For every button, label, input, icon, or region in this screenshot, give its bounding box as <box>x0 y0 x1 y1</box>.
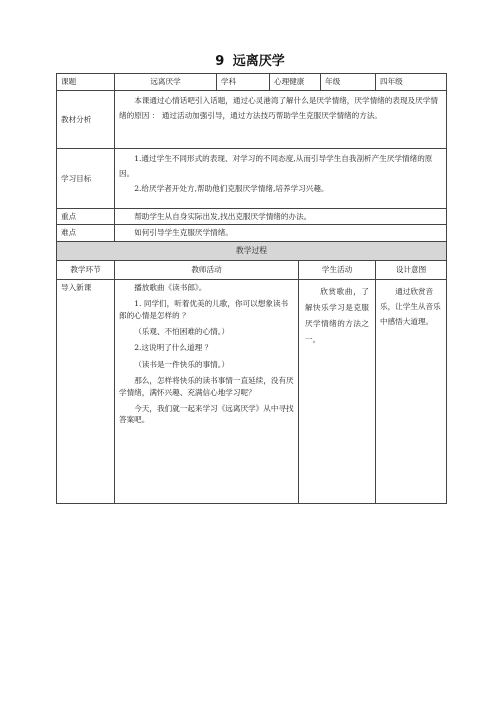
info-row <box>57 74 447 91</box>
objectives-row <box>57 149 447 209</box>
teacher-line: （乐观、不怕困难的心情。） <box>134 326 230 336</box>
topic-value: 远离厌学 <box>115 74 217 91</box>
lesson-number: 9 <box>215 54 225 69</box>
process-columns-row <box>57 260 447 279</box>
teacher-line: 播放歌曲《读书郎》。 <box>134 282 207 292</box>
page-title <box>0 50 500 69</box>
teacher-line: 1. 同学们，听着优美的儿歌，你可以想象读书郎的心情是怎样的 ？ <box>119 299 289 320</box>
teacher-line: 2.这说明了什么道理 ？ <box>134 343 213 353</box>
key-point-row <box>57 209 447 225</box>
student-activity <box>299 279 376 503</box>
stage-cell: 导入新课 <box>57 279 115 503</box>
subject-label: 学科 <box>217 74 270 91</box>
student-text: 欣赏歌曲，了解快乐学习是克服厌学情绪的方法之一。 <box>305 286 369 344</box>
topic-label: 课题 <box>57 74 115 91</box>
analysis-label: 教材分析 <box>57 91 115 149</box>
process-row <box>57 279 447 503</box>
column-header: 学生活动 <box>299 260 376 279</box>
key-point-text: 帮助学生从自身实际出发,找出克服厌学情绪的办法。 <box>134 212 312 221</box>
column-header: 设计意图 <box>376 260 447 279</box>
grade-value: 四年级 <box>376 74 447 91</box>
lesson-plan-table <box>56 73 447 504</box>
teacher-activity <box>115 279 299 503</box>
teacher-line: 今天，我们就一起来学习《远离厌学》从中寻找答案吧。 <box>119 403 294 425</box>
process-header-row <box>57 241 447 260</box>
teacher-line: （读书是一件快乐的事情。） <box>134 359 230 369</box>
design-intent <box>376 279 447 503</box>
process-header: 教学过程 <box>57 241 447 260</box>
objectives-label: 学习目标 <box>57 149 115 209</box>
difficulty-text: 如何引导学生克服厌学情绪。 <box>134 228 233 238</box>
lesson-title: 远离厌学 <box>232 54 285 69</box>
analysis-text: 本课通过心情话吧引入话题，通过心灵港湾了解什么是厌学情绪，厌学情绪的表现及厌学情绪的原因 ： 通过活动加强引导，通过方法技巧帮助学生克服厌学情绪的方法。 <box>119 96 438 121</box>
column-header: 教师活动 <box>115 260 299 279</box>
analysis-row <box>57 91 447 149</box>
objective-item: 1.通过学生不同形式的表现、对学习的不同态度,从而引导学生自我剖析产生厌学情绪的原因。 <box>119 154 433 179</box>
design-text: 通过欣赏音乐，让学生从音乐中感悟大道理。 <box>380 286 441 327</box>
teacher-line: 那么，怎样将快乐的读书事情一直延续，没有厌学情绪，满怀兴趣、充满信心地学习呢？ <box>119 376 294 397</box>
difficulty-label: 难点 <box>57 225 115 241</box>
grade-label: 年级 <box>321 74 376 91</box>
column-header: 教学环节 <box>57 260 115 279</box>
objective-item: 2.给厌学者开处方,帮助他们克服厌学情绪,培养学习兴趣。 <box>134 184 329 194</box>
subject-value: 心理健康 <box>270 74 321 91</box>
key-point-label: 重点 <box>57 209 115 225</box>
difficulty-row <box>57 225 447 241</box>
